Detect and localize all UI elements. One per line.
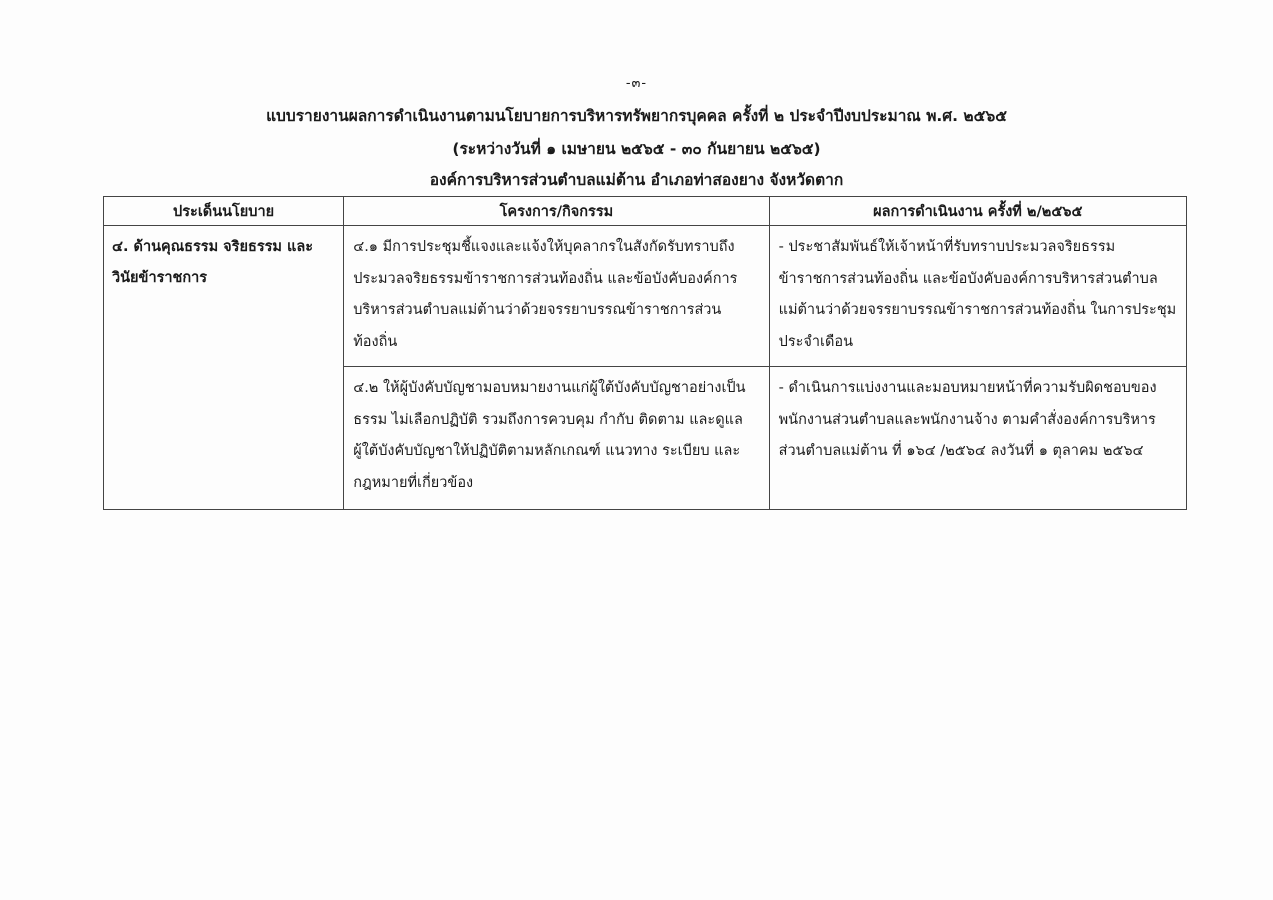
page-number: -๓- <box>625 76 648 91</box>
policy-text: ๔. ด้านคุณธรรม จริยธรรม และ วินัยข้าราชการ <box>112 239 314 286</box>
result-text: - ประชาสัมพันธ์ให้เจ้าหน้าที่รับทราบประมวลจริยธรรม ข้าราชการส่วนท้องถิ่น และข้อบังคับองค์การบริหารส่วนตำบล แม่ต้านว่าด้วยจรรยาบรรณข้าราชการส่วนท้องถิ่น ในการประชุม ประจำเดือน <box>778 239 1177 350</box>
project-text: ๔.๑ มีการประชุมชี้แจงและแจ้งให้บุคลากรในสังกัดรับทราบถึง ประมวลจริยธรรมข้าราชการส่วนท้องถิ่น และข้อบังคับองค์การ บริหารส่วนตำบลแม่ต้านว่าด้วยจรรยาบรรณข้าราชการส่วน ท้องถิ่น <box>353 239 738 350</box>
table-body <box>104 226 1187 510</box>
header-row <box>104 197 1187 226</box>
header-policy: ประเด็นนโยบาย <box>104 197 344 226</box>
project-cell <box>344 367 769 510</box>
project-text: ๔.๒ ให้ผู้บังคับบัญชามอบหมายงานแก่ผู้ใต้บังคับบัญชาอย่างเป็น ธรรม ไม่เลือกปฏิบัติ รวมถึงการควบคุม กำกับ ติดตาม และดูแล ผู้ใต้บังคับบัญชาให้ปฏิบัติตามหลักเกณฑ์ แนวทาง ระเบียบ และ กฎหมายที่เกี่ยวข้อง <box>353 380 746 491</box>
organization-name: องค์การบริหารส่วนตำบลแม่ต้าน อำเภอท่าสองยาง จังหวัดตาก <box>429 171 844 189</box>
result-text: - ดำเนินการแบ่งงานและมอบหมายหน้าที่ความรับผิดชอบของ พนักงานส่วนตำบลและพนักงานจ้าง ตามคำสั่งองค์การบริหาร ส่วนตำบลแม่ต้าน ที่ ๑๖๔ /๒๕๖๔ ลงวันที่ ๑ ตุลาคม ๒๕๖๔ <box>778 380 1157 459</box>
table-header <box>104 197 1187 226</box>
policy-cell <box>104 226 344 510</box>
table-row <box>104 226 1187 367</box>
result-cell <box>769 226 1186 367</box>
header-project: โครงการ/กิจกรรม <box>344 197 769 226</box>
report-title: แบบรายงานผลการดำเนินงานตามนโยบายการบริหารทรัพยากรบุคคล ครั้งที่ ๒ ประจำปีงบประมาณ พ.ศ. ๒๕๖๕ <box>266 107 1007 125</box>
project-cell <box>344 226 769 367</box>
result-cell <box>769 367 1186 510</box>
header-result: ผลการดำเนินงาน ครั้งที่ ๒/๒๕๖๕ <box>769 197 1186 226</box>
report-table <box>103 196 1187 510</box>
report-period: (ระหว่างวันที่ ๑ เมษายน ๒๕๖๕ - ๓๐ กันยายน ๒๕๖๕) <box>452 140 821 158</box>
